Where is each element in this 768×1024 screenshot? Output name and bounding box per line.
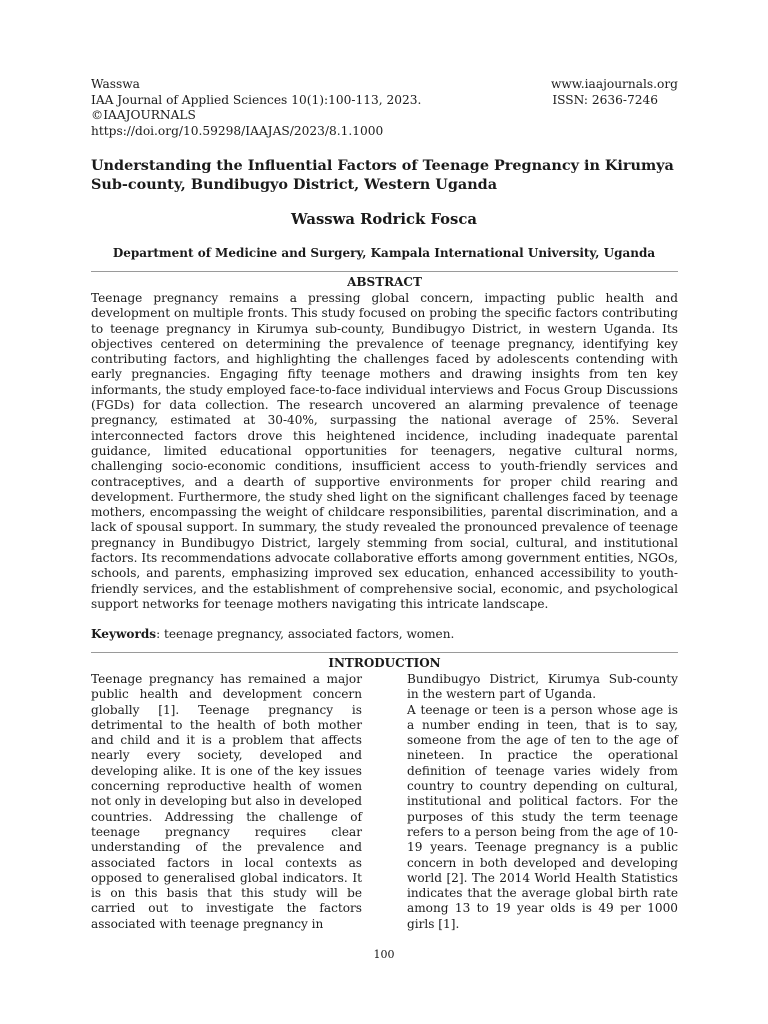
introduction-top-rule [91,652,678,653]
abstract-heading: ABSTRACT [347,275,422,289]
intro-paragraph-3: A teenage or teen is a person whose age is a number ending in teen, that is to say, someone from the age of ten to the age of nineteen. In practice the operational definition of teenage varies widely from country to country depending on cultural, institutional and political factors. For the purposes of this study the term teenage refers to a person being from the age of 10- 19 years. Teenage pregnancy is a public concern in both developed and developing world [2]. The 2014 World Health Statistics indicates that the average global birth rate among 13 to 19 year olds is 49 per 1000 girls [1]. [407,702,678,931]
header-publisher: ©IAAJOURNALS [91,108,196,122]
intro-paragraph-2: Bundibugyo District, Kirumya Sub-county in the western part of Uganda. [407,672,678,702]
introduction-left-column [91,672,362,932]
header-doi[interactable]: https://doi.org/10.59298/IAAJAS/2023/8.1.1000 [91,123,384,138]
header-author: Wasswa [91,77,140,91]
introduction-heading: INTRODUCTION [328,656,441,670]
running-header-left [91,77,678,139]
header-issn: ISSN: 2636-7246 [552,92,658,107]
keywords-label: Keywords [91,627,157,641]
keywords-line [91,627,678,642]
header-website[interactable]: www.iaajournals.org [550,77,678,91]
page-number: 100 [373,948,395,961]
abstract-top-rule [91,271,678,272]
introduction-right-column [407,672,678,932]
keywords-list: : teenage pregnancy, associated factors, women. [156,627,455,641]
intro-paragraph-1: Teenage pregnancy has remained a major public health and development concern globally [1]. Teenage pregnancy is detrimental to the health of both mother and child and it is a problem that affects nearly every society, developed and developing alike. It is one of the key issues concerning reproductive health of women not only in developing but also in developed countries. Addressing the challenge of teenage pregnancy requires clear understanding of the prevalence and associated factors in local contexts as opposed to generalised global indicators. It is on this basis that this study will be carried out to investigate the factors associated with teenage pregnancy in [91,672,362,931]
paper-title: Understanding the Influential Factors of Teenage Pregnancy in Kirumya Sub-county, Bundibugyo District, Western Uganda [91,157,674,193]
header-journal: IAA Journal of Applied Sciences 10(1):100-113, 2023. [91,92,422,107]
abstract-text: Teenage pregnancy remains a pressing global concern, impacting public health and development on multiple fronts. This study focused on probing the specific factors contributing to teenage pregnancy in Kirumya sub-county, Bundibugyo District, in western Uganda. Its objectives centered on determining the prevalence of teenage pregnancy, identifying key contributing factors, and highlighting the challenges faced by adolescents contending with early pregnancies. Engaging fifty teenage mothers and drawing insights from ten key informants, the study employed face-to-face individual interviews and Focus Group Discussions (FGDs) for data collection. The research uncovered an alarming prevalence of teenage pregnancy, estimated at 30-40%, surpassing the national average of 25%. Several interconnected factors drove this heightened incidence, including inadequate parental guidance, limited educational opportunities for teenagers, negative cultural norms, challenging socio-economic conditions, insufficient access to youth-friendly services and contraceptives, and a dearth of supportive environments for proper child rearing and development. Furthermore, the study shed light on the significant challenges faced by teenage mothers, encompassing the weight of childcare responsibilities, parental discrimination, and a lack of spousal support. In summary, the study revealed the pronounced prevalence of teenage pregnancy in Bundibugyo District, largely stemming from social, cultural, and institutional factors. Its recommendations advocate collaborative efforts among government entities, NGOs, schools, and parents, emphasizing improved sex education, enhanced accessibility to youth-friendly services, and the establishment of comprehensive social, economic, and psychological support networks for teenage mothers navigating this intricate landscape. [91,291,678,611]
running-header-right [518,77,678,108]
author-name: Wasswa Rodrick Fosca [291,211,477,228]
affiliation: Department of Medicine and Surgery, Kampala International University, Uganda [112,246,656,260]
